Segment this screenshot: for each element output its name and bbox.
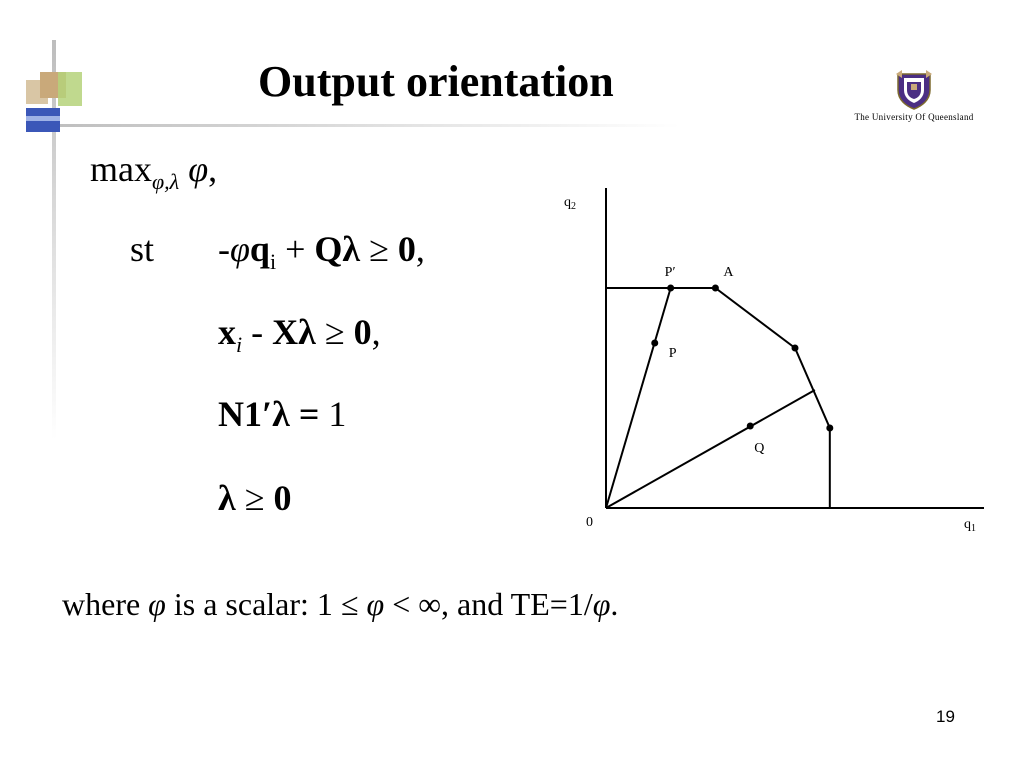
constraint-output xyxy=(218,228,425,275)
comma: , xyxy=(415,229,425,269)
decorative-horizontal-line xyxy=(40,124,680,127)
ppf-diagram xyxy=(560,180,1000,540)
frontier-point xyxy=(792,345,799,352)
zero-vector: 0 xyxy=(397,229,416,269)
objective-line xyxy=(90,148,217,195)
phi-symbol: φ xyxy=(366,586,385,622)
origin-label: 0 xyxy=(586,515,593,530)
note-text: < ∞, and TE=1/ xyxy=(384,586,593,622)
crest-icon xyxy=(894,70,934,110)
equals-sign: = xyxy=(289,394,329,434)
phi-symbol: φ xyxy=(592,586,611,622)
x-axis-label: $q_1$ xyxy=(964,517,976,534)
decorative-vertical-line xyxy=(52,40,56,440)
zero-vector: 0 xyxy=(273,478,292,518)
x-subscript: i xyxy=(236,332,243,357)
comma: , xyxy=(371,312,381,352)
phi-symbol: φ xyxy=(148,586,166,622)
note-text: is a scalar: 1 ≤ xyxy=(165,586,367,622)
n1-lambda: N1′λ xyxy=(218,394,290,434)
q-vector: q xyxy=(249,229,270,269)
objective-expression: φ xyxy=(188,149,209,189)
frontier-point xyxy=(712,285,719,292)
geq-sign: ≥ xyxy=(360,229,398,269)
constraint-input xyxy=(218,311,381,358)
ray-line-1 xyxy=(606,288,671,508)
y-axis-label: $q_2$ xyxy=(564,195,576,212)
note-text: . xyxy=(610,586,619,622)
minus-sign: - xyxy=(218,229,230,269)
point-dot xyxy=(651,340,658,347)
minus-sign: - xyxy=(242,312,273,352)
Q-matrix: Q xyxy=(314,229,343,269)
note-text: where xyxy=(62,586,149,622)
geq-sign: ≥ xyxy=(315,312,354,352)
constraint-nonneg xyxy=(218,477,291,519)
x-vector: x xyxy=(218,312,236,352)
geq-sign: ≥ xyxy=(235,478,274,518)
subject-to-label: st xyxy=(130,229,155,269)
slide-title: Output orientation xyxy=(258,57,614,106)
frontier-point xyxy=(826,425,833,432)
point-label: P′ xyxy=(664,265,676,280)
point-label: A xyxy=(723,265,734,280)
point-label: Q xyxy=(754,441,765,456)
scalar-note xyxy=(62,586,618,623)
decorative-stripe xyxy=(26,116,60,121)
max-subscript: φ,λ xyxy=(151,169,180,194)
point-dot xyxy=(747,423,754,430)
lambda-symbol: λ xyxy=(218,478,236,518)
q-subscript: i xyxy=(269,249,277,274)
page-number: 19 xyxy=(936,707,955,726)
plus-sign: + xyxy=(276,229,315,269)
frontier xyxy=(606,288,830,508)
university-logo xyxy=(840,70,988,126)
decorative-square xyxy=(58,72,82,106)
frontier-line xyxy=(606,288,830,508)
university-name: The University Of Queensland xyxy=(854,112,974,122)
lambda-symbol: λ xyxy=(342,229,361,269)
zero-vector: 0 xyxy=(353,312,372,352)
one-value: 1 xyxy=(328,394,347,434)
point-label: P xyxy=(668,346,677,361)
objective-comma: , xyxy=(208,149,218,189)
constraint-vrs xyxy=(218,393,346,435)
frontier-point xyxy=(667,285,674,292)
X-lambda: Xλ xyxy=(272,312,316,352)
ray-line-2 xyxy=(606,390,815,508)
rays xyxy=(606,288,815,508)
dots xyxy=(651,285,833,432)
phi-symbol: φ xyxy=(230,229,250,269)
max-operator: max xyxy=(90,149,152,189)
